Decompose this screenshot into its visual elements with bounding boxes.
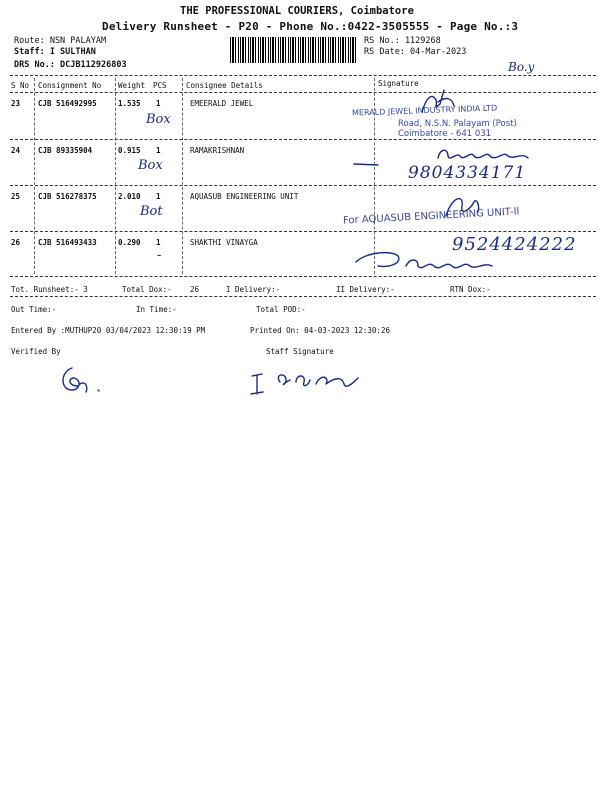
row-rule [10,185,596,186]
row3-company-stamp: For AQUASUB ENGINEERING UNIT-II [342,206,520,227]
col-weight: Weight [118,81,146,90]
col-divider [34,78,35,274]
barcode [230,37,356,63]
row-consignee: RAMAKRISHNAN [190,146,245,155]
total-pod: Total POD:- [256,305,306,314]
row-weight: 2.010 [118,192,141,201]
row1-stamp-line2: Road, N.S.N. Palayam (Post) [398,119,517,129]
handwritten-box-note: Bo.y [508,60,535,74]
row-pcs: 1 [156,99,161,108]
table-top-rule [10,75,596,76]
row2-dash-mark-icon [352,160,382,170]
row-sno: 24 [11,146,21,155]
row3-signature-icon [444,192,484,222]
row-consignment: CJB 516278375 [38,192,97,201]
row2-handwritten-phone: 9804334171 [408,163,527,183]
totals-rule [10,296,596,297]
row1-signature-icon [418,86,458,116]
col-divider [182,78,183,274]
table-header-rule [10,92,596,93]
in-time: In Time:- [136,305,177,314]
row-handwritten-note: Bot [140,204,163,219]
row-handwritten-note: Box [146,112,171,127]
total-dox-label: Total Dox:- [122,285,172,294]
rs-number: RS No.: 1129268 [364,36,441,46]
row-sno: 25 [11,192,21,201]
row-handwritten-note: Box [138,158,163,173]
staff-label: Staff: I SULTHAN [14,47,96,57]
row4-handwritten-phone: 9524424222 [452,234,577,255]
col-consignee: Consignee Details [186,81,263,90]
total-dox-value: 26 [190,285,200,294]
row-consignee: EMEERALD JEWEL [190,99,254,108]
row-sno: 26 [11,238,21,247]
row1-stamp-line1: MERALD JEWEL INDUSTRY INDIA LTD [351,103,498,118]
out-time: Out Time:- [11,305,57,314]
col-consignment: Consignment No [38,81,102,90]
row-consignee: SHAKTHI VINAYGA [190,238,258,247]
row-sno: 23 [11,99,21,108]
rs-date: RS Date: 04-Mar-2023 [364,47,467,57]
row-pcs: 1 [156,238,161,247]
entered-by: Entered By :MUTHUP20 03/04/2023 12:30:19 PM [11,326,206,335]
row1-stamp-line3: Coimbatore - 641 031 [398,129,492,139]
row-consignee: AQUASUB ENGINEERING UNIT [190,192,299,201]
printed-on: Printed On: 04-03-2023 12:30:26 [250,326,390,335]
row-pcs: 1 [156,146,161,155]
row2-tamil-signature-icon [434,142,534,164]
row-handwritten-note: - [157,248,162,263]
ii-delivery: II Delivery:- [336,285,395,294]
verified-by-label: Verified By [11,347,61,356]
row-consignment: CJB 516493433 [38,238,97,247]
company-title: THE PROFESSIONAL COURIERS, Coimbatore [180,5,414,17]
row-rule [10,231,596,232]
table-bottom-rule [10,276,596,277]
row-consignment: CJB 89335904 [38,146,93,155]
route-label: Route: NSN PALAYAM [14,36,107,46]
col-sno: S No [11,81,30,90]
total-runsheet: Tot. Runsheet:- 3 [11,285,88,294]
rtn-dox: RTN Dox:- [450,285,491,294]
row-weight: 1.535 [118,99,141,108]
col-divider [115,78,116,274]
drs-number: DRS No.: DCJB112926803 [14,60,127,70]
row4-signature-icon [352,248,512,278]
row-rule [10,139,596,140]
runsheet-subtitle: Delivery Runsheet - P20 - Phone No.:0422-3505555 - Page No.:3 [102,20,519,33]
i-delivery: I Delivery:- [226,285,281,294]
row-weight: 0.915 [118,146,141,155]
verifier-signature-icon [56,362,106,396]
row-pcs: 1 [156,192,161,201]
row-consignment: CJB 516492995 [38,99,97,108]
staff-signature-label: Staff Signature [266,347,334,356]
col-pcs: PCS [153,81,167,90]
row-weight: 0.290 [118,238,141,247]
staff-signature-icon [246,362,366,398]
col-signature: Signature [378,79,419,88]
